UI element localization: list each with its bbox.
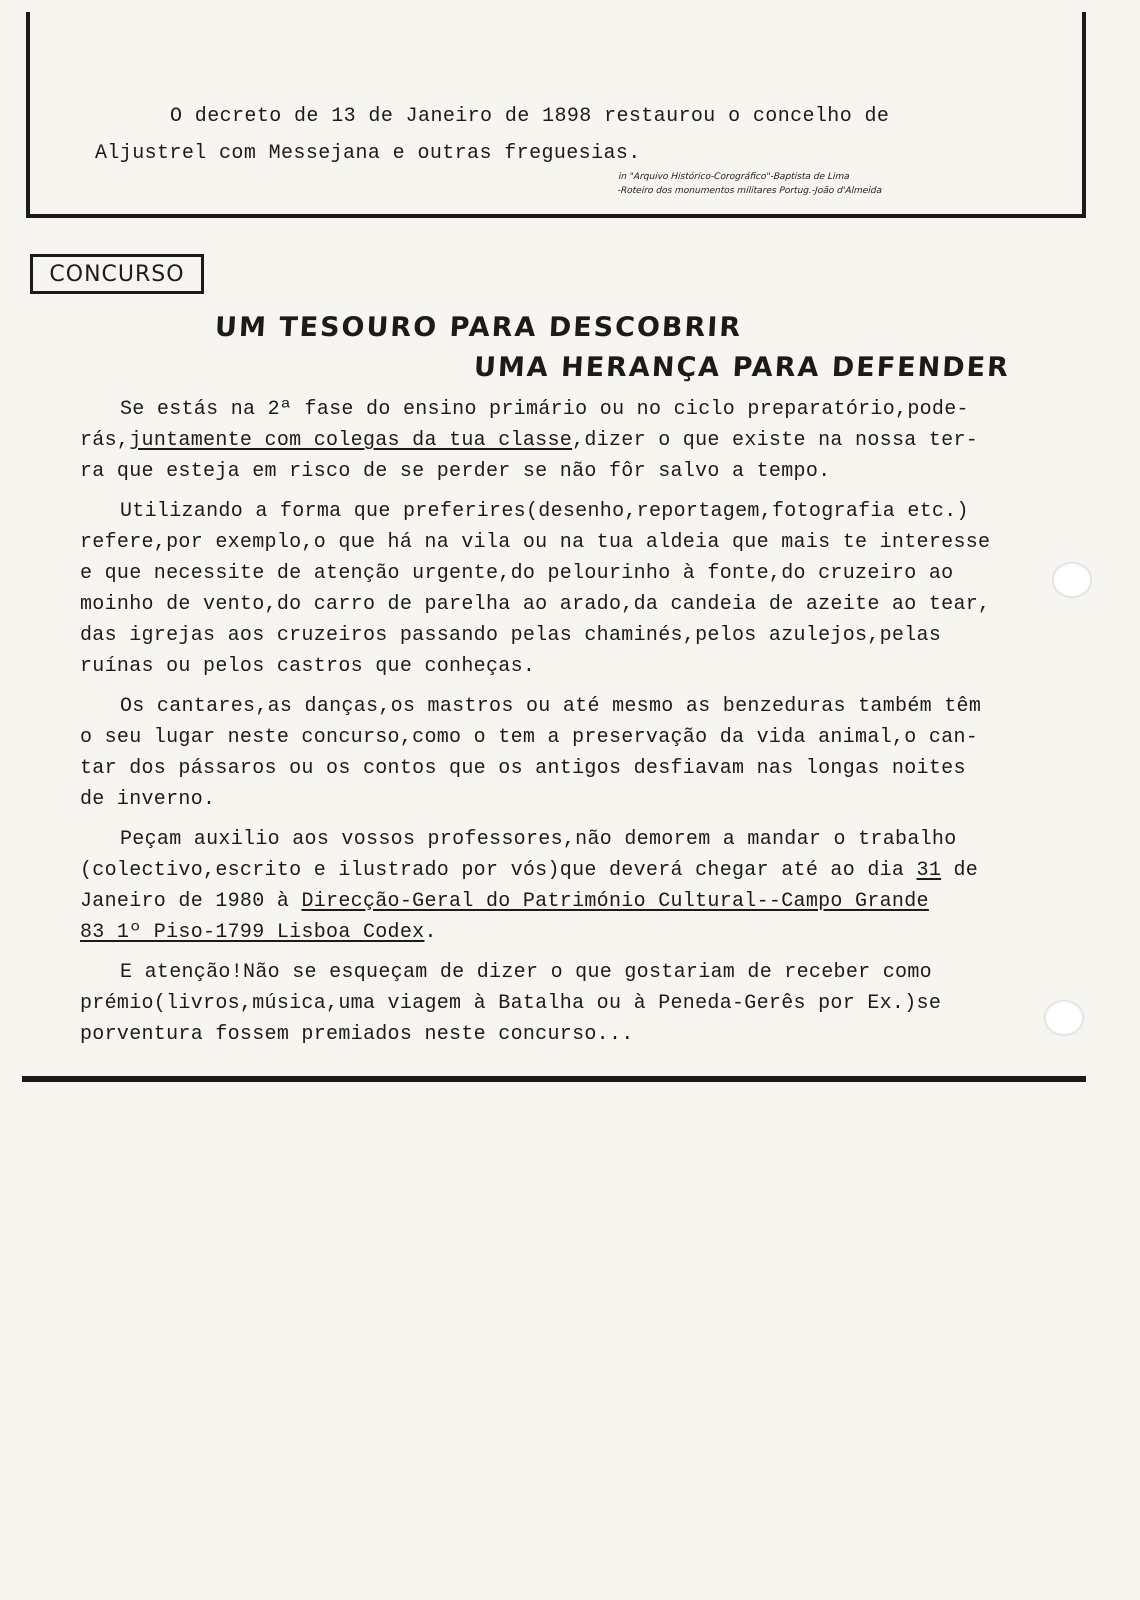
underlined-text: 83 1º Piso-1799 Lisboa Codex xyxy=(80,921,425,944)
decree-note xyxy=(95,98,1015,172)
body-line: e que necessite de atenção urgente,do pelourinho à fonte,do cruzeiro ao xyxy=(80,562,954,585)
body-line: tar dos pássaros ou os contos que os antigos desfiavam nas longas noites xyxy=(80,757,966,780)
punch-hole xyxy=(1052,562,1092,598)
body-line: Os cantares,as danças,os mastros ou até mesmo as benzeduras também têm xyxy=(120,695,982,718)
body-line xyxy=(80,886,1080,917)
source-citation-line-1: in "Arquivo Histórico-Corográfico"-Baptista de Lima xyxy=(618,172,850,182)
body-line: Utilizando a forma que preferires(desenho,reportagem,fotografia etc.) xyxy=(120,500,969,523)
decree-note-line-1: O decreto de 13 de Janeiro de 1898 restaurou o concelho de xyxy=(170,105,890,128)
body-line: Peçam auxilio aos vossos professores,não demorem a mandar o trabalho xyxy=(120,828,957,851)
underlined-text: Direcção-Geral do Património Cultural--Campo Grande xyxy=(301,890,929,913)
underlined-text: 31 xyxy=(916,859,942,882)
body-text: de xyxy=(941,859,979,882)
headline-line-1: UM TESOURO PARA DESCOBRIR xyxy=(214,312,743,343)
body-line: de inverno. xyxy=(80,788,216,811)
body-text: . xyxy=(424,921,437,944)
body-line: prémio(livros,música,uma viagem à Batalha ou à Peneda-Gerês por Ex.)se xyxy=(80,992,942,1015)
body-line: ra que esteja em risco de se perder se não fôr salvo a tempo. xyxy=(80,460,831,483)
body-text: (colectivo,escrito e ilustrado por vós)que deverá chegar até ao dia xyxy=(80,859,917,882)
section-label: CONCURSO xyxy=(30,254,204,294)
source-citation xyxy=(617,170,1059,198)
headline-line-2: UMA HERANÇA PARA DEFENDER xyxy=(473,352,1011,383)
punch-hole xyxy=(1044,1000,1084,1036)
body-text: Janeiro de 1980 à xyxy=(80,890,302,913)
body-line: das igrejas aos cruzeiros passando pelas chaminés,pelos azulejos,pelas xyxy=(80,624,942,647)
contest-body xyxy=(80,394,1080,1050)
source-citation-line-2: -Roteiro dos monumentos militares Portug.-João d'Almeida xyxy=(617,186,883,196)
body-line: moinho de vento,do carro de parelha ao arado,da candeia de azeite ao tear, xyxy=(80,593,991,616)
section-divider xyxy=(22,1076,1086,1082)
body-line: E atenção!Não se esqueçam de dizer o que gostariam de receber como xyxy=(120,961,932,984)
body-text: rás, xyxy=(80,429,130,452)
body-line: ruínas ou pelos castros que conheças. xyxy=(80,655,536,678)
body-line xyxy=(80,425,1080,456)
body-line xyxy=(80,855,1080,886)
decree-note-line-2: Aljustrel com Messejana e outras freguesias. xyxy=(95,142,641,165)
body-text: ,dizer o que existe na nossa ter- xyxy=(572,429,979,452)
body-line: refere,por exemplo,o que há na vila ou na tua aldeia que mais te interesse xyxy=(80,531,991,554)
body-line: o seu lugar neste concurso,como o tem a preservação da vida animal,o can- xyxy=(80,726,979,749)
body-line xyxy=(80,917,1080,948)
body-line: porventura fossem premiados neste concurso... xyxy=(80,1023,634,1046)
body-line: Se estás na 2ª fase do ensino primário ou no ciclo preparatório,pode- xyxy=(120,398,969,421)
underlined-text: juntamente com colegas da tua classe xyxy=(129,429,573,452)
